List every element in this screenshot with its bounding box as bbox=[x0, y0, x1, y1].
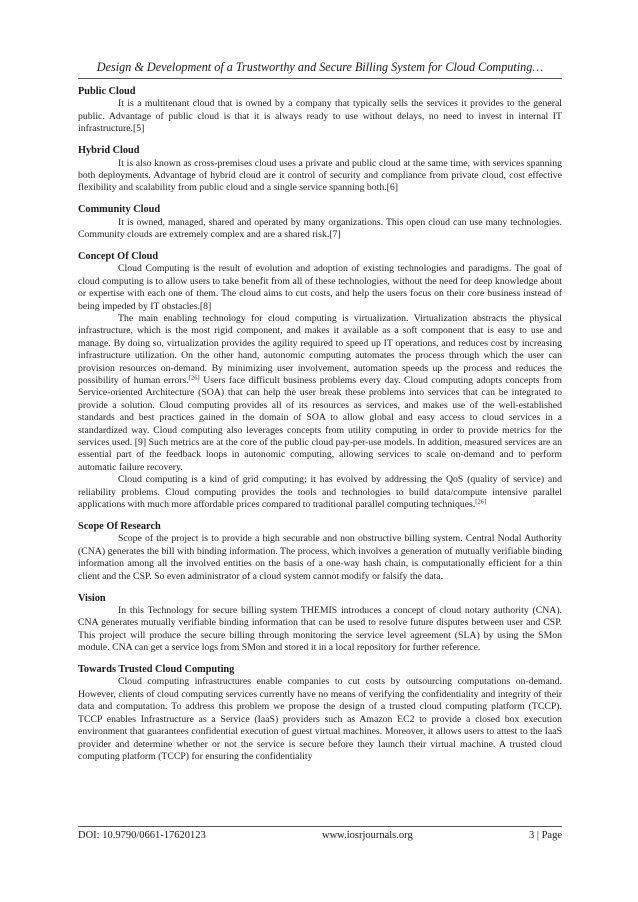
section-towards-trusted-cloud bbox=[78, 664, 562, 763]
paragraph: It is a multitenant cloud that is owned by a company that typically sells the services it provides to the general public. Advantage of public cloud is that it is always ready to use without delays, no need to invest in internal IT infrastructure.[5] bbox=[78, 98, 562, 135]
section-heading: Concept Of Cloud bbox=[78, 250, 159, 262]
footer-doi: DOI: 10.9790/0661-17620123 bbox=[78, 830, 206, 841]
section-hybrid-cloud bbox=[78, 145, 562, 195]
paragraph-text: Users face difficult business problems every day. Cloud computing adopts concepts from Service-oriented Architecture (SOA) that can help the user break these problems into services that can be integrated to provide a solution. Cloud computing provides all of its resources as services, and makes use of the well-established standards and best practices gained in the domain of SOA to allow global and easy access to cloud services in a standardized way. Cloud computing also leverages concepts from utility computing in order to provide metrics for the services used. [9] Such metrics are at the core of the public cloud pay-per-use models. In addition, measured services are an essential part of the feedback loops in autonomic computing, allowing services to scale on-demand and to perform automatic failure recovery. bbox=[78, 375, 562, 473]
footer-rule bbox=[78, 826, 562, 827]
section-heading: Vision bbox=[78, 592, 106, 604]
section-heading: Community Cloud bbox=[78, 204, 161, 216]
page-number: 3 | Page bbox=[528, 830, 562, 841]
footer-website: www.iosrjournals.org bbox=[322, 830, 413, 841]
page-body bbox=[78, 86, 562, 773]
paragraph bbox=[78, 474, 562, 511]
citation-superscript: [26] bbox=[475, 498, 487, 506]
paragraph: In this Technology for secure billing system THEMIS introduces a concept of cloud notary authority (CNA). CNA generates mutually verifiable binding information that can be used to resolve future disputes between user and CSP. This project will produce the secure billing through monitoring the service level agreement (SLA) by using the SMon module. CNA can get a service logs from SMon and stored it in a local repository for further reference. bbox=[78, 604, 562, 654]
section-scope-of-research bbox=[78, 521, 562, 583]
page-footer bbox=[78, 829, 562, 843]
section-heading: Public Cloud bbox=[78, 86, 136, 97]
citation-superscript: [26] bbox=[188, 374, 200, 382]
section-vision bbox=[78, 593, 562, 655]
header-rule bbox=[78, 78, 562, 79]
section-heading: Towards Trusted Cloud Computing bbox=[78, 664, 235, 676]
paragraph bbox=[78, 313, 562, 474]
running-header: Design & Development of a Trustworthy and Secure Billing System for Cloud Computing… bbox=[96, 60, 544, 74]
paragraph: Scope of the project is to provide a high securable and non obstructive billing system. Central Nodal Authority (CNA) generates the bill with binding information. The process, which involves a generation of mutually verifiable binding information among all the involved entities on the basis of a one-way hash chain, is computationally efficient for a thin client and the CSP. So even administrator of a cloud system cannot modify or falsify the data. bbox=[78, 533, 562, 582]
section-concept-of-cloud bbox=[78, 251, 562, 512]
paragraph: It is also known as cross-premises cloud uses a private and public cloud at the same time, with services spanning both deployments. Advantage of hybrid cloud are it control of security and compliance from private cloud, cost effective flexibility and scalability from public cloud and a single service spanning both.[6] bbox=[78, 157, 562, 194]
paragraph-text: The main enabling technology for cloud computing is virtualization. Virtualization abstracts the physical infrastructure, which is the most rigid component, and makes it available as a soft component that is easy to use and manage. By doing so, virtualization provides the agility required to speed up IT operations, and reduces cost by increasing infrastructure utilization. On the other hand, autonomic computing automates the process through which the user can provision resources on-demand. By minimizing user involvement, automation speeds up the process and reduces the possibility of human errors. bbox=[78, 313, 562, 387]
paragraph: Cloud computing infrastructures enable companies to cut costs by outsourcing computations on-demand. However, clients of cloud computing services currently have no means of verifying the confidentiality and integrity of their data and computation. To address this problem we propose the design of a trusted cloud computing platform (TCCP). TCCP enables Infrastructure as a Service (IaaS) providers such as Amazon EC2 to provide a closed box execution environment that guarantees confidential execution of guest virtual machines. Moreover, it allows users to attest to the IaaS provider and determine whether or not the service is secure before they launch their virtual machine. A trusted cloud computing platform (TCCP) for ensuring the confidentiality bbox=[78, 676, 562, 762]
section-community-cloud bbox=[78, 204, 562, 241]
section-heading: Scope Of Research bbox=[78, 521, 161, 532]
section-public-cloud bbox=[78, 86, 562, 136]
section-heading: Hybrid Cloud bbox=[78, 145, 140, 157]
paragraph: Cloud Computing is the result of evolution and adoption of existing technologies and paradigms. The goal of cloud computing is to allow users to take benefit from all of these technologies, without the need for deep knowledge about or expertise with each one of them. The cloud aims to cut costs, and help the users focus on their core business instead of being impeded by IT obstacles.[8] bbox=[78, 263, 562, 312]
paragraph-text: Cloud computing is a kind of grid computing; it has evolved by addressing the QoS (quality of service) and reliability problems. Cloud computing provides the tools and technologies to build data/compute intensive parallel applications with much more affordable prices compared to traditional parallel computing techniques. bbox=[78, 474, 562, 511]
paragraph: It is owned, managed, shared and operated by many organizations. This open cloud can use many technologies. Community clouds are extremely complex and are a shared risk.[7] bbox=[78, 216, 562, 241]
